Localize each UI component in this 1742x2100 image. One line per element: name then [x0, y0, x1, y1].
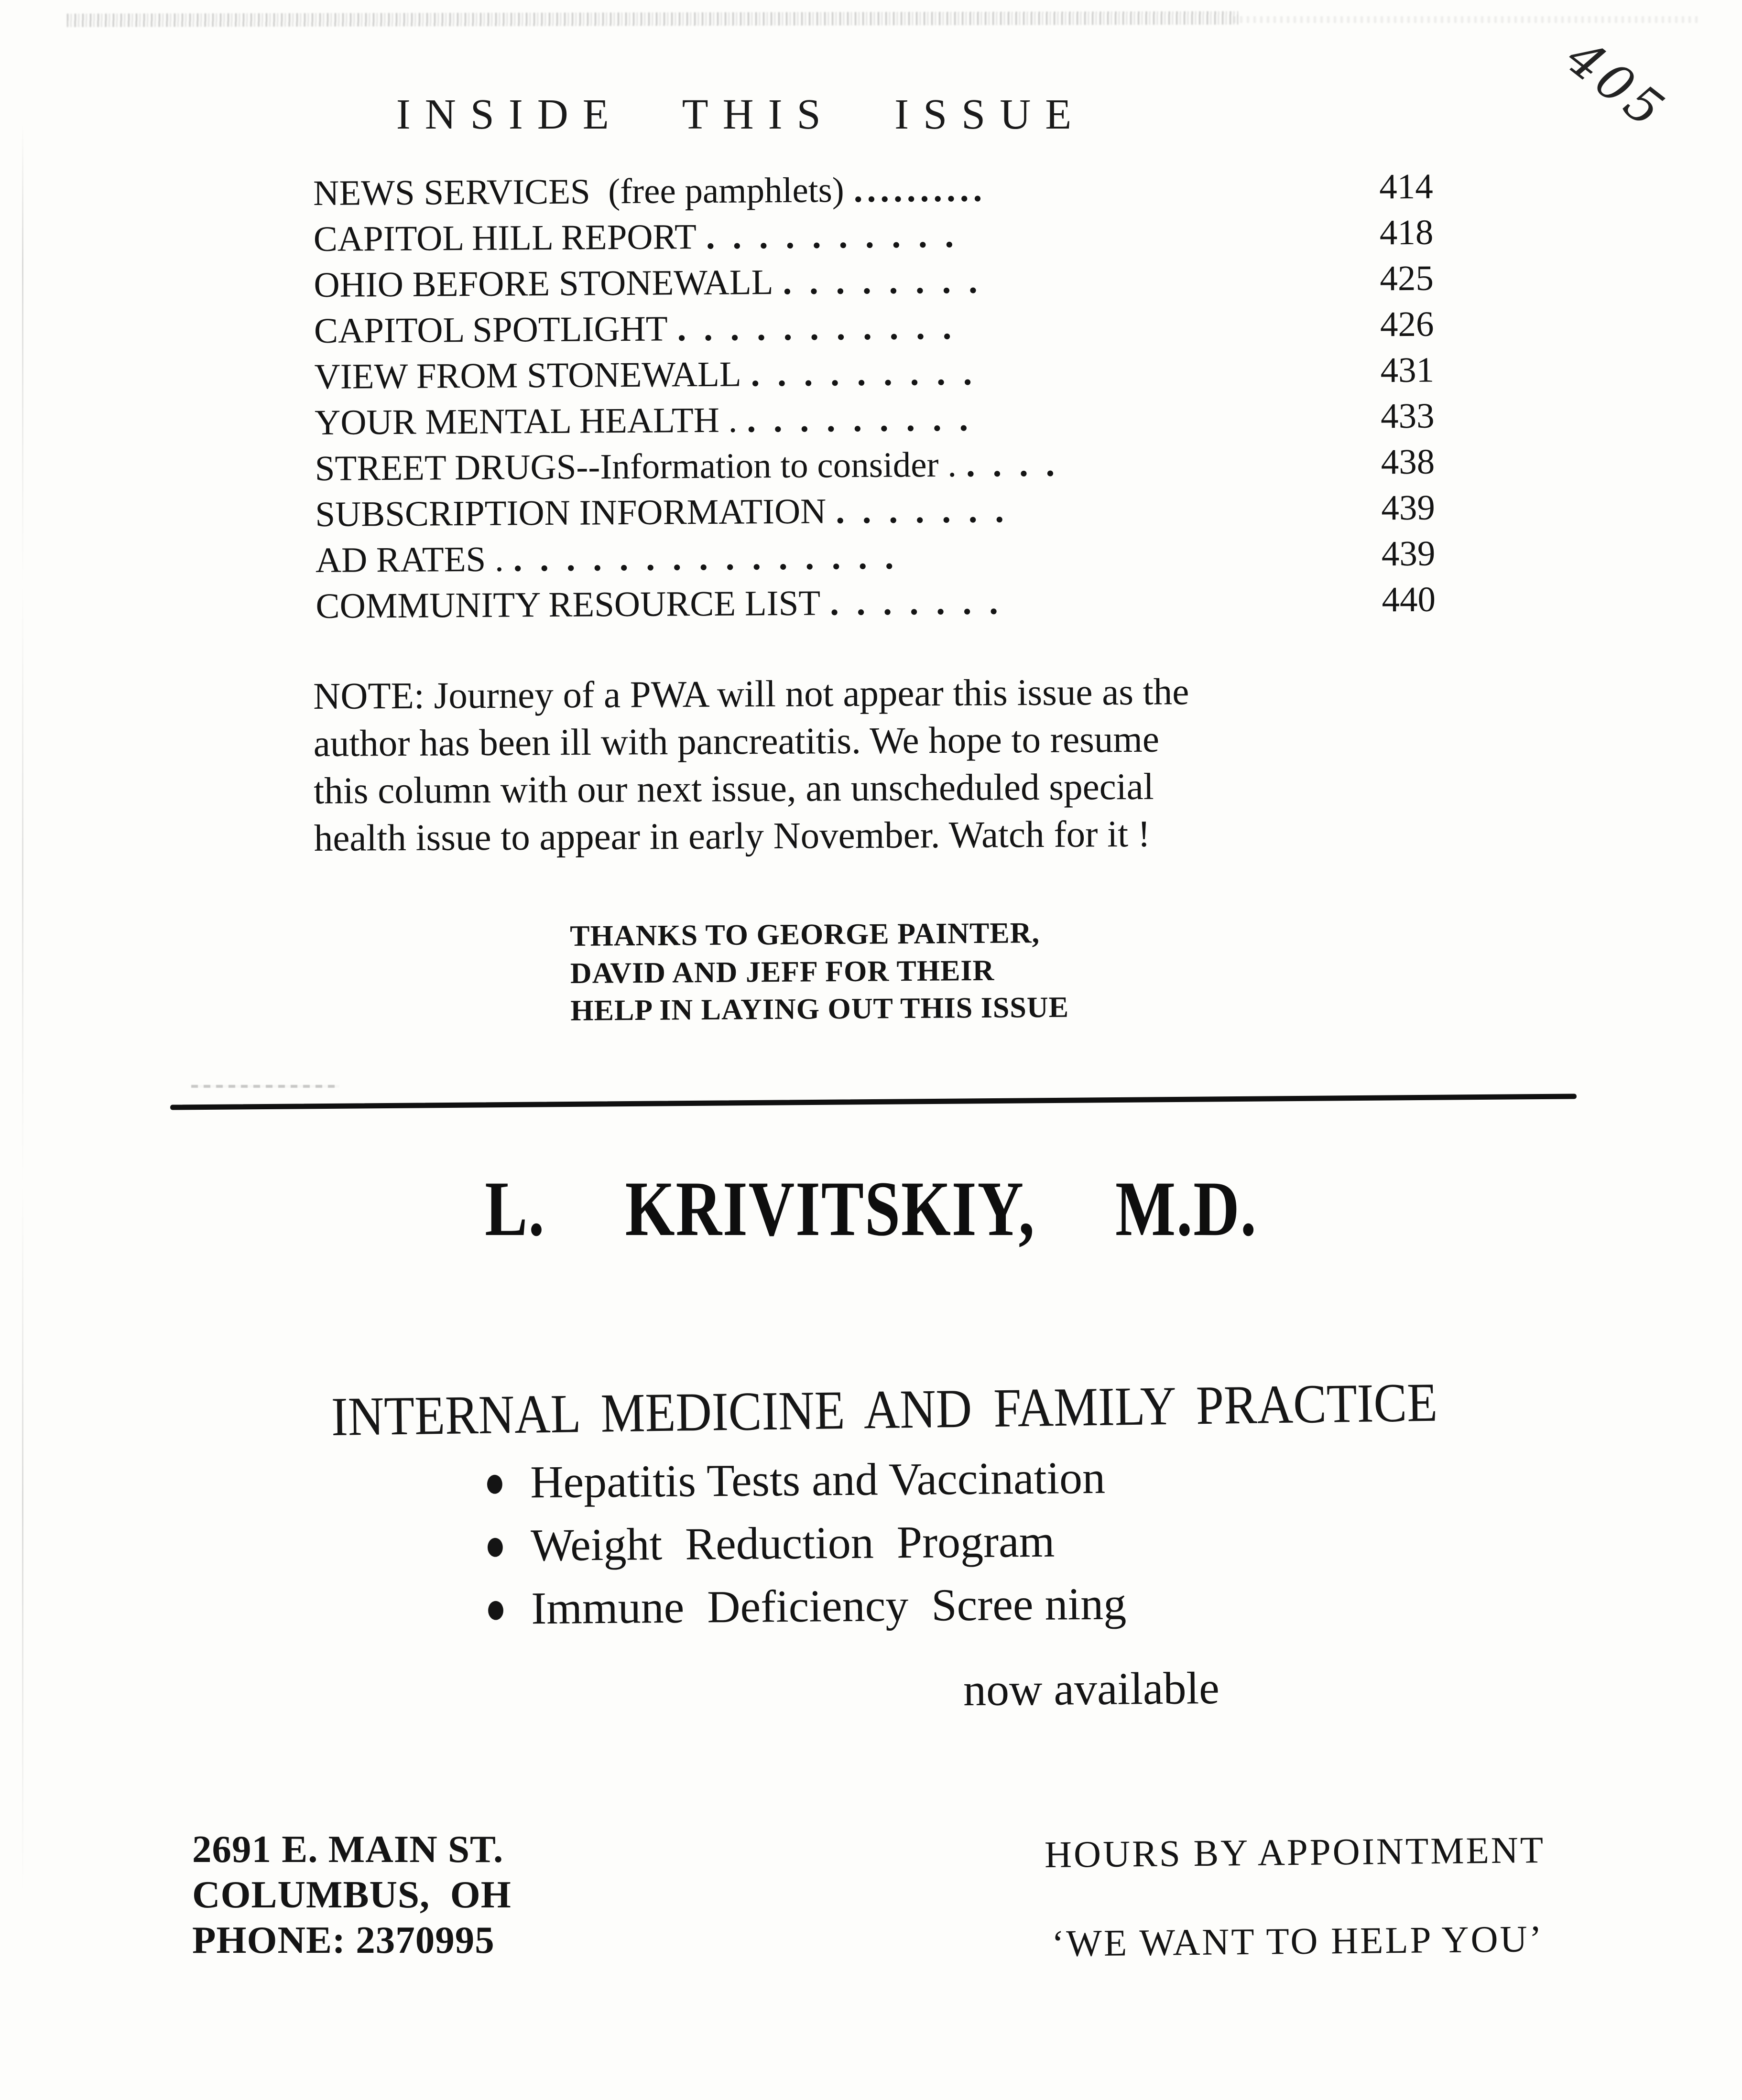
- toc-row: [314, 303, 1459, 357]
- service-label: Weight Reduction Program: [530, 1515, 1055, 1571]
- note-line: author has been ill with pancreatitis. We hope to resume: [313, 718, 1160, 765]
- thanks-line: DAVID AND JEFF FOR THEIR: [570, 954, 995, 990]
- toc-row: [315, 487, 1460, 540]
- hours-text: HOURS BY APPOINTMENT: [1044, 1829, 1546, 1876]
- toc-row: [313, 166, 1459, 219]
- toc-page-number: 431: [1380, 350, 1435, 390]
- toc-page-number: 433: [1380, 396, 1435, 436]
- bullet-icon: ●: [484, 1521, 506, 1570]
- toc-entry-label: NEWS SERVICES (free pamphlets): [313, 170, 844, 213]
- slogan-text: ‘WE WANT TO HELP YOU’: [1051, 1918, 1544, 1965]
- toc-leader-dots: ..........: [853, 169, 987, 210]
- toc-title: INSIDE THIS ISSUE: [396, 91, 1086, 138]
- service-item: [484, 1446, 1126, 1514]
- toc-page-number: 425: [1380, 258, 1434, 299]
- toc-leader-dots: . . . .: [966, 444, 1059, 485]
- doctor-name: L. KRIVITSKIY, M.D.: [485, 1165, 1257, 1252]
- service-item: [484, 1509, 1126, 1577]
- availability-note: now available: [963, 1662, 1220, 1716]
- toc-entry-label: VIEW FROM STONEWALL: [314, 354, 741, 397]
- toc-page-number: 439: [1381, 533, 1436, 574]
- toc-page-number: 439: [1381, 487, 1436, 528]
- address-block: [192, 1827, 512, 1963]
- toc-leader-dots: . . . . . . . . .: [747, 399, 973, 440]
- scan-smudge-artifact: [67, 11, 1238, 27]
- scan-smudge-artifact-tail: [1233, 16, 1702, 23]
- toc-row: [314, 212, 1459, 265]
- note-line: this column with our next issue, an unscheduled special: [314, 766, 1154, 812]
- toc-entry-label: COMMUNITY RESOURCE LIST: [316, 583, 821, 626]
- toc-row: [314, 349, 1459, 402]
- toc-page-number: 438: [1381, 442, 1435, 482]
- service-label: Hepatitis Tests and Vaccination: [530, 1451, 1106, 1508]
- toc-entry-label: CAPITOL SPOTLIGHT: [314, 309, 668, 351]
- toc-entry-label: YOUR MENTAL HEALTH .: [314, 400, 738, 443]
- toc-leader-dots: . . . . . . . .: [783, 261, 982, 303]
- toc-row: [314, 258, 1459, 311]
- toc-row: [315, 441, 1460, 494]
- toc-page-number: 426: [1380, 304, 1434, 345]
- section-divider: [170, 1093, 1577, 1110]
- toc-entry-label: STREET DRUGS--Information to consider .: [315, 444, 957, 488]
- toc-row: [316, 533, 1461, 586]
- address-line-2: COLUMBUS, OH: [192, 1873, 512, 1916]
- toc-leader-dots: . . . . . . . . . . . . . . .: [513, 537, 898, 579]
- note-line: NOTE: Journey of a PWA will not appear this issue as the: [313, 671, 1189, 717]
- toc-page-number: 414: [1379, 166, 1433, 207]
- service-label: Immune Deficiency Scree ning: [531, 1578, 1127, 1634]
- note-paragraph: [313, 667, 1519, 862]
- toc-entry-label: AD RATES .: [315, 539, 504, 580]
- note-line: health issue to appear in early November. Watch for it !: [314, 813, 1151, 859]
- service-list: [484, 1446, 1127, 1640]
- service-item: [485, 1572, 1127, 1640]
- toc-row: [316, 579, 1461, 632]
- toc-list: [313, 166, 1461, 632]
- toc-leader-dots: . . . . . . .: [829, 582, 1003, 623]
- toc-entry-label: SUBSCRIPTION INFORMATION: [315, 491, 827, 534]
- bullet-icon: ●: [485, 1584, 507, 1634]
- toc-page-number: 418: [1379, 212, 1434, 253]
- address-line-3: PHONE: 2370995: [192, 1918, 495, 1961]
- specialty-heading: INTERNAL MEDICINE AND FAMILY PRACTICE: [331, 1371, 1438, 1448]
- handwritten-page-number: 405: [1556, 28, 1678, 141]
- scan-edge-artifact: [22, 124, 23, 1893]
- toc-leader-dots: . . . . . . . . . .: [706, 215, 958, 257]
- toc-entry-label: CAPITOL HILL REPORT: [313, 217, 697, 259]
- toc-page-number: 440: [1382, 579, 1436, 620]
- address-line-1: 2691 E. MAIN ST.: [192, 1828, 504, 1871]
- toc-row: [315, 395, 1460, 448]
- thanks-line: HELP IN LAYING OUT THIS ISSUE: [570, 991, 1069, 1027]
- toc-leader-dots: . . . . . . .: [835, 490, 1009, 531]
- thanks-line: THANKS TO GEORGE PAINTER,: [570, 917, 1040, 953]
- bullet-icon: ●: [484, 1458, 506, 1507]
- toc-leader-dots: . . . . . . . . . . .: [677, 307, 956, 349]
- toc-entry-label: OHIO BEFORE STONEWALL: [314, 262, 773, 305]
- toc-leader-dots: . . . . . . . . .: [751, 353, 977, 394]
- thanks-block: [570, 914, 1069, 1029]
- divider-ghost-artifact: [191, 1085, 339, 1088]
